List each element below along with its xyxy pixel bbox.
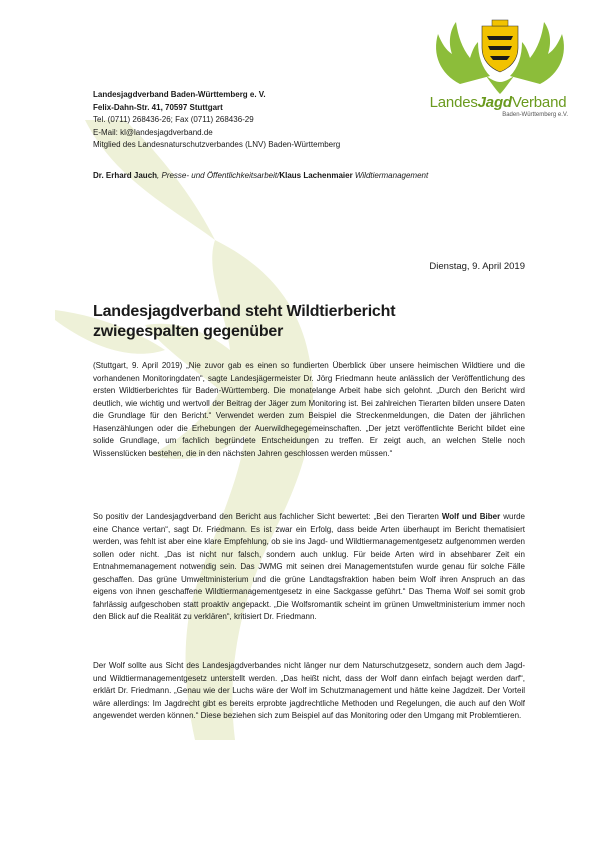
contact-person-2: Klaus Lachenmaier <box>279 171 353 180</box>
logo-name-suffix: Verband <box>511 94 567 111</box>
coat-of-arms-icon <box>482 20 518 72</box>
press-date: Dienstag, 9. April 2019 <box>429 261 525 272</box>
org-street: Felix-Dahn-Str. 41, 70597 Stuttgart <box>93 102 223 112</box>
org-phone: Tel. (0711) 268436-26; Fax (0711) 268436-29 <box>93 115 254 124</box>
body-paragraph-2 <box>93 511 525 624</box>
paragraph-2-part-a: So positiv der Landesjagdverband den Bericht aus fachlicher Sicht bewertet: „Bei den Tierarten <box>93 512 442 521</box>
org-membership: Mitglied des Landesnaturschutzverbandes (LNV) Baden-Württemberg <box>93 140 341 149</box>
org-name: Landesjagdverband Baden-Württemberg e. V. <box>93 90 266 99</box>
paragraph-2-part-b: wurde eine Chance vertan“, sagt Dr. Friedmann. Es ist zwar ein Erfolg, dass beide Arten überhaupt im Bericht thematisiert werden, was fehlt ist aber eine klare Empfehlung, ob sie ins Jagd- und Wildtiermanagementgesetz aufgenommen werden sollen oder nicht. „Das ist nicht nur falsch, sondern auch unklug. Für beide Arten wird in absehbarer Zeit ein Entnahmemanagement notwendig sein. Das JWMG mit seinen drei Managementstufen wurde genau für solche Fälle geschaffen. Das grüne Umweltministerium und die grüne Landtagsfraktion haben beim Wolf ihren Anspruch an das eigens von ihnen geschaffene Wildtiermanagementgesetz in eine Sackgasse geführt.“ Das Thema Wolf sei somit grob fahrlässig aufgeschoben statt proaktiv angepackt. „Die Wolfsromantik scheint im grünen Umweltministerium immer noch den Blick auf die Realität zu verklären“, kritisiert Dr. Friedmann. <box>93 512 526 621</box>
logo-name-italic: Jagd <box>477 94 512 111</box>
body-paragraph-1: (Stuttgart, 9. April 2019) „Nie zuvor gab es einen so fundierten Überblick über unsere heimischen Wildtiere und die vorhandenen Monitoringdaten“, sagte Landesjägermeister Dr. Jörg Friedmann heute anlässlich der Veröffentlichung des ersten Wildtierberichtes für Baden-Württemberg. Die monatelange Arbeit habe sich gelohnt. „Durch den Bericht wird deutlich, wie wichtig und wertvoll der Beitrag der Jäger zum Monitoring ist. Bei zahlreichen Tierarten bilden unsere Daten die Grundlage für den Bericht.“ Verwendet werden zum Beispiel die Streckenmeldungen, die Daten der jährlichen Hasenzählungen oder die Erhebungen der Auerwildhegegemeinschaften. „Der jetzt veröffentlichte Bericht bildet eine solide Grundlage, um fachlich begründete Entscheidungen zu treffen. Er zeigt auch, an welchen Stelle noch Wissenslücken bestehen, die in den nächsten Jahren geschlossen werden müssen.“ <box>93 361 525 458</box>
org-email[interactable]: E-Mail: kl@landesjagdverband.de <box>93 127 213 137</box>
contact-role-2: Wildtiermanagement <box>352 171 429 180</box>
address-block <box>93 89 340 152</box>
contact-persons <box>93 171 428 180</box>
headline-line-2: zwiegespalten gegenüber <box>93 323 284 340</box>
contact-person-1: Dr. Erhard Jauch <box>93 171 158 180</box>
headline-line-1: Landesjagdverband steht Wildtierbericht <box>93 303 396 320</box>
press-headline <box>93 302 513 342</box>
logo-name <box>428 94 568 111</box>
contact-role-1: , Presse- und Öffentlichkeitsarbeit/ <box>157 171 280 180</box>
logo-name-prefix: Landes <box>429 94 478 111</box>
body-paragraph-3: Der Wolf sollte aus Sicht des Landesjagdverbandes nicht länger nur dem Naturschutzgesetz, sondern auch dem Jagd- und Wildtiermanagementgesetz unterstellt werden. „Das heißt nicht, dass der Wolf dann einfach bejagt werden darf“, erklärt Dr. Friedmann. „Genau wie der Luchs wäre der Wolf im Schutzmanagement und hätte keine Jagdzeit. Der Vorteil wäre allerdings: Im Jagdrecht gibt es bereits erprobte jagdrechtliche Methoden und Regelungen, die auch auf den Wolf angewendet werden können.“ Diese beziehen sich zum Beispiel auf das Monitoring oder den Umgang mit Problemtieren. <box>93 661 525 720</box>
paragraph-2-wolf-biber: Wolf und Biber <box>441 512 501 521</box>
logo-subtitle: Baden-Württemberg e.V. <box>502 112 568 118</box>
